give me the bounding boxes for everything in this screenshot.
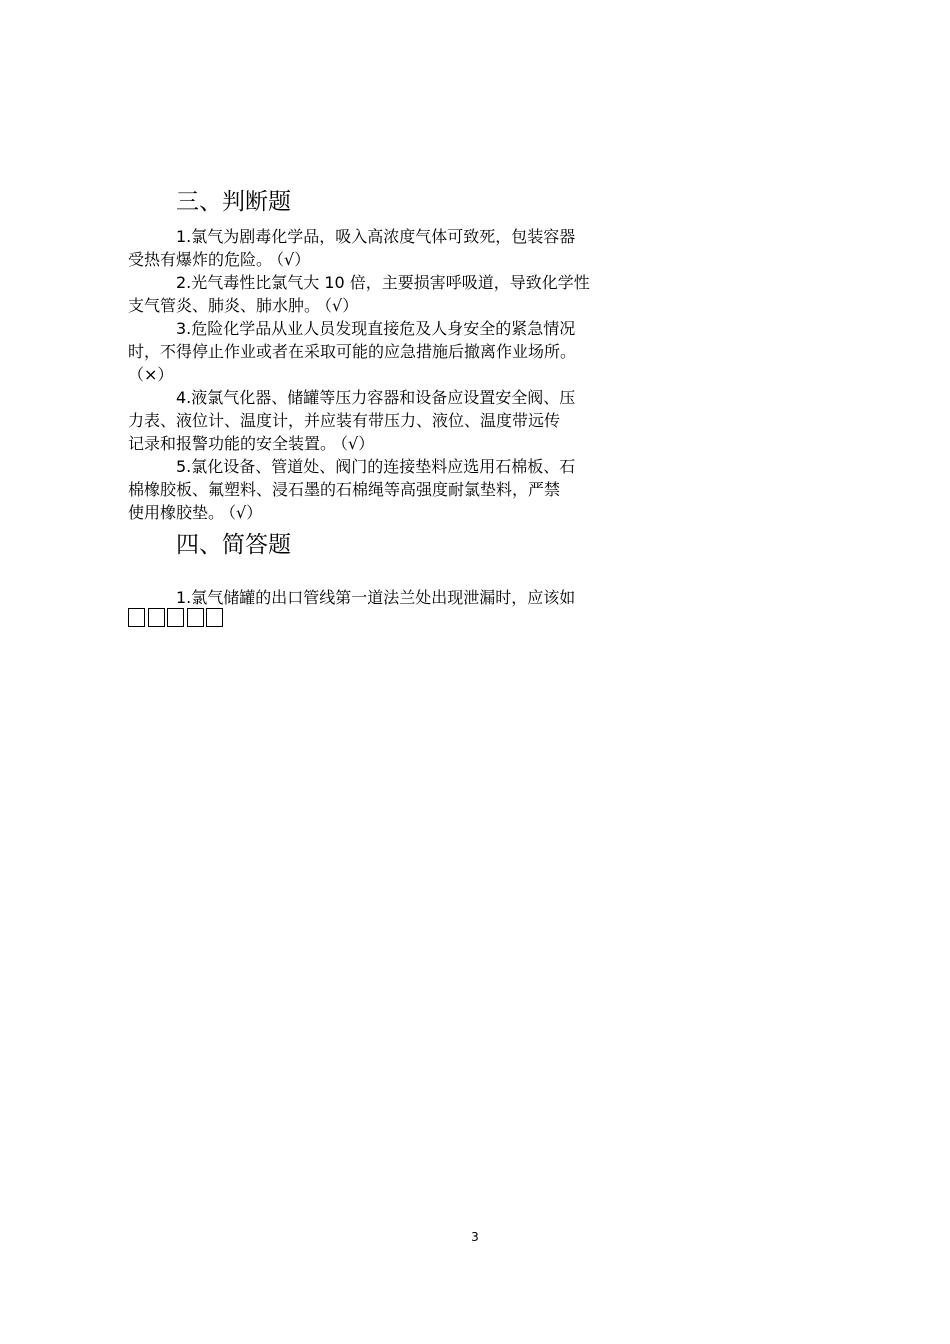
judge-item-5-text: 使用橡胶垫。 xyxy=(128,503,225,522)
judge-item-5-line-2: 棉橡胶板、氟塑料、浸石墨的石棉绳等高强度耐氯垫料，严禁 xyxy=(128,480,561,499)
judge-item-3-line-2: 时，不得停止作业或者在采取可能的应急措施后撤离作业场所。 xyxy=(128,342,577,361)
missing-glyph-box xyxy=(206,608,223,627)
page-number: 3 xyxy=(471,1230,479,1244)
judge-item-4-line-2: 力表、液位计、温度计，并应装有带压力、液位、温度带远传 xyxy=(128,411,561,430)
missing-glyph-box xyxy=(148,608,165,627)
judge-item-5-line-1: 5.氯化设备、管道处、阀门的连接垫料应选用石棉板、石 xyxy=(176,457,576,476)
judge-item-5-answer: （√） xyxy=(228,503,263,522)
judge-item-5-line-3 xyxy=(128,500,838,523)
missing-glyph-box xyxy=(167,608,184,627)
judge-item-1-text: 受热有爆炸的危险。 xyxy=(128,250,273,269)
missing-glyph-box xyxy=(128,608,145,627)
judge-item-2-text: 支气管炎、肺炎、肺水肿。 xyxy=(128,296,321,315)
judge-item-5 xyxy=(128,454,838,523)
missing-glyph-box xyxy=(187,608,204,627)
short-answer-item-1 xyxy=(128,585,838,629)
judge-item-4-answer: （√） xyxy=(340,434,375,453)
judge-item-3-answer: （×） xyxy=(128,365,174,384)
judge-item-1-answer: （√） xyxy=(276,250,311,269)
section-heading-judge: 三、判断题 xyxy=(176,189,291,215)
judge-item-3-line-1: 3.危险化学品从业人员发现直接危及人身安全的紧急情况 xyxy=(176,319,576,338)
judge-item-4-text: 记录和报警功能的安全装置。 xyxy=(128,434,337,453)
judge-item-1-line-2 xyxy=(128,247,838,270)
section-heading-short-answer: 四、简答题 xyxy=(176,532,291,558)
judge-item-4-line-3 xyxy=(128,431,838,454)
judge-item-1 xyxy=(128,224,838,270)
judge-item-4 xyxy=(128,385,838,454)
short-answer-item-1-line-1: 1.氯气储罐的出口管线第一道法兰处出现泄漏时，应该如 xyxy=(176,588,576,607)
judge-item-2-answer: （√） xyxy=(324,296,359,315)
judge-item-2 xyxy=(128,270,838,316)
judge-item-2-line-1: 2.光气毒性比氯气大 10 倍，主要损害呼吸道，导致化学性 xyxy=(176,273,590,292)
page-content xyxy=(128,180,838,629)
judge-item-3 xyxy=(128,316,838,385)
section-gap xyxy=(128,567,838,585)
missing-glyphs xyxy=(128,608,838,629)
judge-item-1-line-1: 1.氯气为剧毒化学品，吸入高浓度气体可致死，包装容器 xyxy=(176,227,576,246)
judge-item-4-line-1: 4.液氯气化器、储罐等压力容器和设备应设置安全阀、压 xyxy=(176,388,576,407)
judge-item-2-line-2 xyxy=(128,293,838,316)
